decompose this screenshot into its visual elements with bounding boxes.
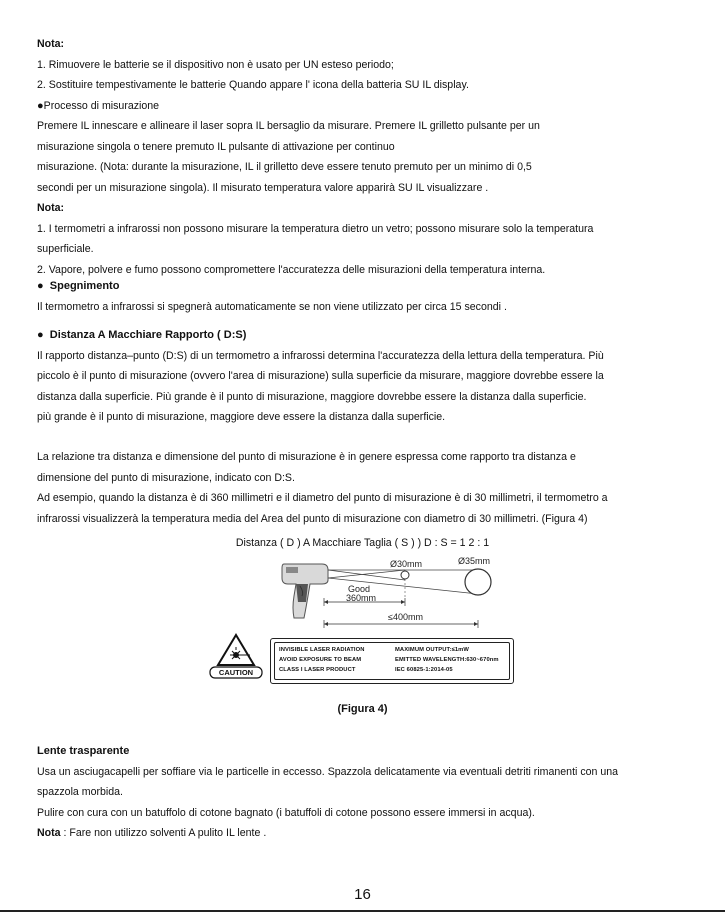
laser-label	[270, 638, 514, 684]
nota-line: superficiale.	[37, 243, 94, 255]
distance-label-1: 360mm	[346, 593, 377, 603]
lente-section	[37, 741, 687, 844]
paragraph-line: secondi per un misurazione singola). Il misurato temperatura valore apparirà SU IL visualizzare .	[37, 181, 489, 194]
nota-title: Nota:	[37, 38, 65, 50]
spot-size-label-1: Ø30mm	[390, 559, 423, 569]
nota-label: Nota	[37, 827, 61, 839]
paragraph-line: Usa un asciugacapelli per soffiare via le particelle in eccesso. Spazzola delicatamente via eventuali detriti rimanenti con una	[37, 765, 619, 778]
paragraph-line: dimensione del punto di misurazione, indicato con D:S.	[37, 471, 295, 484]
nota-line: 1. I termometri a infrarossi non possono misurare la temperatura dietro un vetro; possono misurare solo la temperatura	[37, 222, 594, 235]
paragraph-line: Pulire con cura con un batuffolo di cotone bagnato (i batuffoli di cotone possono essere immersi in acqua).	[37, 806, 535, 819]
distanza-section	[37, 325, 687, 428]
paragraph-line: piccolo è il punto di misurazione (ovvero l'area di misurazione) sulla superficie da misurare, maggiore dovrebbe essere la	[37, 370, 604, 382]
label-line: MAXIMUM OUTPUT:≤1mW	[395, 647, 469, 653]
label-line: AVOID EXPOSURE TO BEAM	[279, 657, 362, 663]
figure-title: Distanza ( D ) A Macchiare Taglia ( S ) ) D : S = 1 2 : 1	[235, 537, 490, 549]
nota-title: Nota:	[37, 202, 65, 214]
paragraph-line: misurazione. (Nota: durante la misurazione, IL il grilletto deve essere tenuto premuto per un minimo di 0,5	[37, 161, 532, 173]
bullet-icon: ●	[37, 99, 44, 112]
laser-label-left	[279, 645, 365, 675]
nota-line: 2. Vapore, polvere e fumo possono compromettere l'accuratezza delle misurazioni della temperatura interna.	[37, 263, 546, 276]
spegnimento-section	[37, 276, 687, 317]
figure-caption: (Figura 4)	[337, 703, 388, 715]
section-heading: Lente trasparente	[37, 745, 130, 757]
bottom-rule	[0, 910, 725, 912]
section-heading: Distanza A Macchiare Rapporto ( D:S)	[49, 329, 247, 341]
paragraph-line: più grande è il punto di misurazione, maggiore deve essere la distanza dalla superficie.	[37, 411, 446, 423]
section-heading: Spegnimento	[49, 280, 120, 292]
paragraph-line: La relazione tra distanza e dimensione del punto di misurazione è in genere espressa come rapporto tra distanza e	[37, 451, 576, 463]
nota-text: : Fare non utilizzo solventi A pulito IL lente .	[60, 827, 267, 839]
laser-label-right	[395, 645, 499, 675]
spot-size-label-2: Ø35mm	[458, 556, 491, 566]
caution-symbol	[208, 633, 264, 679]
nota-section-1	[37, 34, 687, 280]
caution-text: CAUTION	[218, 668, 254, 677]
page-number: 16	[354, 886, 371, 903]
paragraph-line: Ad esempio, quando la distanza è di 360 millimetri e il diametro del punto di misurazione è di 30 millimetri, il termometro a	[37, 492, 608, 504]
label-line: INVISIBLE LASER RADIATION	[279, 647, 365, 653]
thermometer-icon	[282, 564, 328, 618]
paragraph-line: Il rapporto distanza–punto (D:S) di un termometro a infrarossi determina l'accuratezza della lettura della temperatura. Più	[37, 349, 604, 362]
thermometer-diagram	[270, 552, 500, 632]
bullet-icon: ●	[37, 329, 50, 341]
label-line: EMITTED WAVELENGTH:630~670nm	[395, 657, 499, 663]
nota-line: 1. Rimuovere le batterie se il dispositivo non è usato per UN esteso periodo;	[37, 58, 394, 71]
bullet-icon: ●	[37, 280, 50, 292]
paragraph-line: Premere IL innescare e allineare il laser sopra IL bersaglio da misurare. Premere IL grilletto pulsante per un	[37, 120, 540, 132]
nota-line: 2. Sostituire tempestivamente le batterie Quando appare l' icona della batteria SU IL display.	[37, 79, 469, 91]
distanza-section-2	[37, 447, 687, 529]
paragraph-line: distanza dalla superficie. Più grande è il punto di misurazione, maggiore dovrebbe essere la distanza dalla superficie.	[37, 390, 587, 403]
distance-label-2: ≤400mm	[388, 612, 423, 622]
label-line: CLASS I LASER PRODUCT	[279, 667, 356, 673]
label-line: IEC 60825-1:2014-05	[395, 667, 453, 673]
paragraph-line: misurazione singola o tenere premuto IL pulsante di attivazione per continuo	[37, 140, 395, 153]
paragraph-line: Il termometro a infrarossi si spegnerà automaticamente se non viene utilizzato per circa 15 secondi .	[37, 300, 507, 313]
section-heading: Processo di misurazione	[43, 99, 160, 112]
paragraph-line: spazzola morbida.	[37, 786, 123, 798]
paragraph-line: infrarossi visualizzerà la temperatura media del Area del punto di misurazione con diametro di 30 millimetri. (Figura 4)	[37, 512, 588, 525]
good-label: Good	[348, 584, 371, 594]
